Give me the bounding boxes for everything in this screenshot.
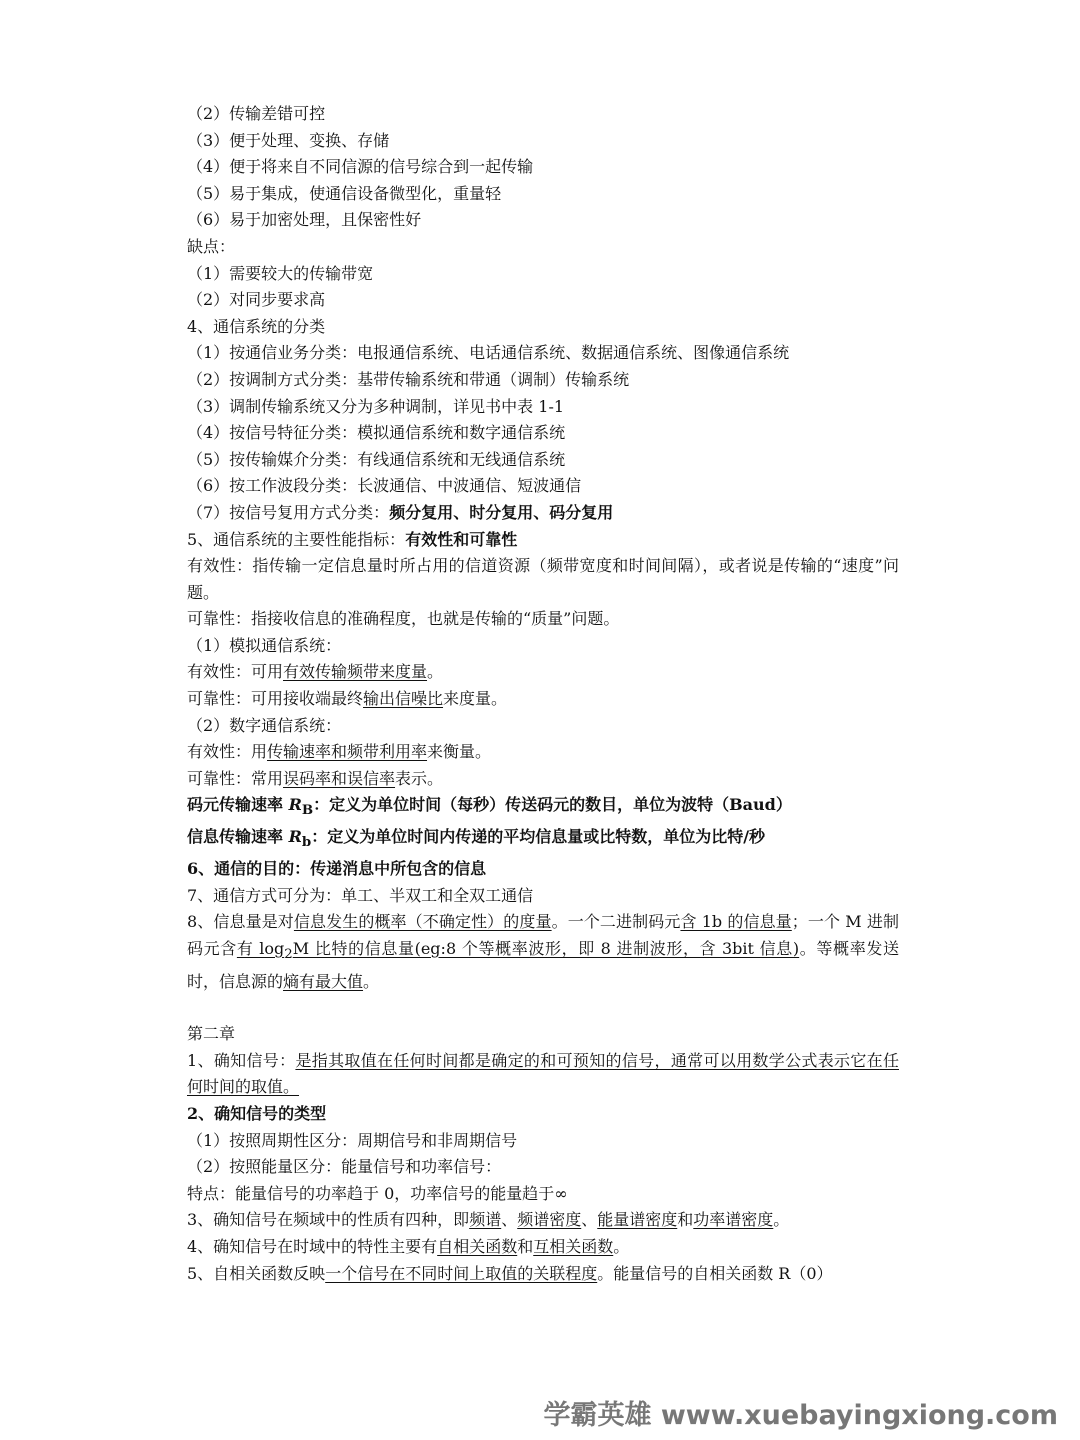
text-line: （2）按照能量区分：能量信号和功率信号： (187, 1157, 502, 1177)
text-run: 。 (773, 1210, 790, 1230)
underlined-run: 频谱密度 (517, 1210, 582, 1230)
document-body (187, 101, 899, 1287)
text-line (187, 1261, 899, 1288)
text-line: （6）易于加密处理，且保密性好 (187, 210, 422, 230)
text-run: 和 (517, 1236, 534, 1256)
underlined-run: 互相关函数 (533, 1236, 614, 1256)
text-run: 4、确知信号在时域中的特性主要有 (187, 1236, 438, 1256)
text-run: 。能量信号的自相关函数 R（0） (597, 1263, 833, 1283)
watermark: 学霸英雄 www.xuebayingxiong.com (543, 1400, 1058, 1431)
symbol-rate-definition (187, 792, 899, 824)
section-heading: 6、通信的目的：传递消息中所包含的信息 (187, 859, 487, 878)
text-run: 5、自相关函数反映 (187, 1263, 326, 1283)
text-line: 缺点： (187, 236, 236, 256)
underlined-run: 能量谱密度 (597, 1210, 678, 1230)
text-run: 。等概率发送时，信息源的 (187, 938, 899, 991)
paragraph-effectiveness: 有效性：指传输一定信息量时所占用的信道资源（频带宽度和时间间隔），或者说是传输的“速度”问题。 (187, 556, 899, 602)
text-line: 7、通信方式可分为：单工、半双工和全双工通信 (187, 885, 534, 905)
symbol-r: R (288, 827, 302, 847)
text-run: ：定义为单位时间内传递的平均信息量或比特数，单位为比特/秒 (311, 827, 766, 847)
paragraph-information (187, 909, 899, 995)
text-line: （1）按照周期性区分：周期信号和非周期信号 (187, 1130, 518, 1150)
text-line: （2）数字通信系统： (187, 715, 342, 735)
paragraph-deterministic-signal (187, 1048, 899, 1101)
text-run: 有效性：用 (187, 742, 268, 762)
info-rate-definition (187, 824, 899, 856)
text-line: 特点：能量信号的功率趋于 0，功率信号的能量趋于∞ (187, 1183, 568, 1203)
text-run: 1、确知信号： (187, 1050, 296, 1070)
text-line (187, 500, 899, 527)
text-run: 5、通信系统的主要性能指标： (187, 529, 406, 549)
text-run: 8、信息量是对 (187, 912, 294, 932)
text-line (187, 1207, 899, 1234)
text-line: （1）按通信业务分类：电报通信系统、电话通信系统、数据通信系统、图像通信系统 (187, 343, 790, 363)
underlined-run: 含 1b 的信息量 (680, 912, 792, 932)
underlined-run: 自相关函数 (437, 1236, 518, 1256)
underlined-run (236, 938, 800, 962)
text-line: （4）便于将来自不同信源的信号综合到一起传输 (187, 157, 534, 177)
text-run: 。 (363, 971, 380, 991)
text-run: M 比特的信息量(eg:8 个等概率波形，即 8 进制波形，含 3bit 信息) (292, 938, 800, 958)
subscript: B (301, 802, 314, 819)
text-line: （3）调制传输系统又分为多种调制，详见书中表 1-1 (187, 396, 565, 416)
text-line: （5）易于集成，使通信设备微型化，重量轻 (187, 183, 502, 203)
text-line (187, 1234, 899, 1261)
text-run: 来度量。 (443, 689, 508, 709)
subscript: b (301, 834, 312, 851)
underlined-run: 有效传输频带来度量 (283, 662, 428, 682)
text-run: 、 (581, 1210, 598, 1230)
underlined-run: 传输速率和频带利用率 (267, 742, 428, 762)
text-line: （2）传输差错可控 (187, 104, 326, 123)
underlined-run: 功率谱密度 (693, 1210, 774, 1230)
underlined-run: 误码率和误信率 (283, 768, 396, 788)
text-run: 。 (613, 1236, 630, 1256)
text-run: 可靠性：常用 (187, 768, 284, 788)
text-run: 来衡量。 (427, 742, 492, 762)
text-run: 和 (677, 1210, 694, 1230)
text-line: （2）按调制方式分类：基带传输系统和带通（调制）传输系统 (187, 369, 630, 389)
subscript: 2 (284, 946, 293, 962)
text-run: 有效性：可用 (187, 662, 284, 682)
section-heading (187, 527, 899, 554)
symbol-r: R (288, 795, 302, 815)
underlined-run: 是指其取值在任何时间都是确定的和可预知的信号，通常可以用数学公式表示它在任何时间的取值。 (187, 1050, 899, 1097)
bold-run: 频分复用、时分复用、码分复用 (389, 502, 614, 522)
text-run: 。 (427, 662, 444, 682)
text-run: ；一个 M 进制码元含 (187, 912, 899, 958)
text-run: 。一个二进制码元 (551, 912, 681, 932)
text-line: （1）需要较大的传输带宽 (187, 263, 374, 283)
text-run: 表示。 (395, 768, 444, 788)
text-line (187, 686, 899, 713)
text-line (187, 766, 899, 793)
text-line: （5）按传输媒介分类：有线通信系统和无线通信系统 (187, 449, 566, 469)
text-line: （4）按信号特征分类：模拟通信系统和数字通信系统 (187, 423, 566, 443)
text-run: 可靠性：可用接收端最终 (187, 689, 364, 709)
underlined-run: 频谱 (469, 1210, 502, 1230)
bold-run: 有效性和可靠性 (405, 529, 518, 549)
text-line: （6）按工作波段分类：长波通信、中波通信、短波通信 (187, 476, 582, 496)
text-run: ：定义为单位时间（每秒）传送码元的数目，单位为波特（Baud） (313, 795, 792, 815)
text-line: （2）对同步要求高 (187, 290, 326, 310)
text-run: 信息传输速率 (187, 827, 289, 847)
section-heading: 2、确知信号的类型 (187, 1103, 327, 1123)
underlined-run: 一个信号在不同时间上取值的关联程度 (325, 1263, 598, 1283)
spacer (187, 995, 899, 1021)
chapter-title: 第二章 (187, 1024, 236, 1044)
text-line: （1）模拟通信系统： (187, 635, 342, 655)
text-line (187, 739, 899, 766)
underlined-run: 输出信噪比 (363, 689, 444, 709)
text-run: 有 log (236, 938, 285, 958)
underlined-run: 熵有最大值 (283, 971, 364, 991)
text-run: 、 (501, 1210, 518, 1230)
text-run: 码元传输速率 (187, 795, 289, 815)
text-run: （7）按信号复用方式分类： (187, 502, 390, 522)
underlined-run: 信息发生的概率（不确定性）的度量 (293, 912, 552, 932)
section-heading: 4、通信系统的分类 (187, 316, 326, 336)
text-run: 3、确知信号在频域中的性质有四种，即 (187, 1210, 470, 1230)
text-line (187, 659, 899, 686)
paragraph-reliability: 可靠性：指接收信息的准确程度，也就是传输的“质量”问题。 (187, 609, 620, 629)
text-line: （3）便于处理、变换、存储 (187, 130, 390, 150)
